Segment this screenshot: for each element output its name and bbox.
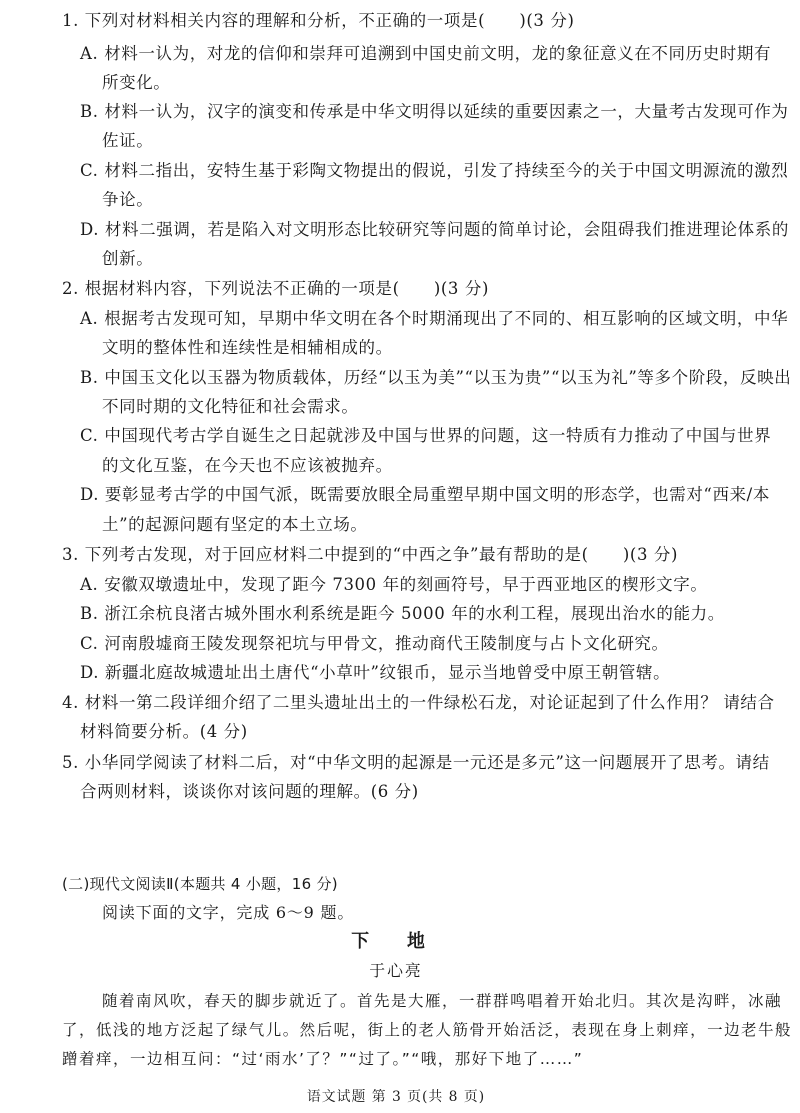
q3-option-c: C. 河南殷墟商王陵发现祭祀坑与甲骨文，推动商代王陵制度与占卜文化研究。 [80,634,669,653]
q2-stem: 2. 根据材料内容，下列说法不正确的一项是( )(3 分) [62,279,489,298]
q3-option-b: B. 浙江余杭良渚古城外围水利系统是距今 5000 年的水利工程，展现出治水的能力。 [80,604,725,623]
story-author: 于心亮 [369,961,423,980]
section-instruction: 阅读下面的文字，完成 6～9 题。 [102,903,355,922]
q1-option-a: A. 材料一认为，对龙的信仰和崇拜可追溯到中国史前文明，龙的象征意义在不同历史时期有 [80,44,772,63]
story-title: 下 地 [351,931,441,952]
q2-option-a: A. 根据考古发现可知，早期中华文明在各个时期涌现出了不同的、相互影响的区域文明，中华 [80,309,789,328]
q2-option-b: B. 中国玉文化以玉器为物质载体，历经“以玉为美”“以玉为贵”“以玉为礼”等多个阶段，反映出 [80,368,792,387]
section-heading: (二)现代文阅读Ⅱ(本题共 4 小题，16 分) [62,875,338,893]
q1-option-a-cont: 所变化。 [102,73,171,92]
q1-option-c-cont: 争论。 [102,190,154,209]
q5-stem: 5. 小华同学阅读了材料二后，对“中华文明的起源是一元还是多元”这一问题展开了思考。请结 [62,753,770,772]
q2-option-b-cont: 不同时期的文化特征和社会需求。 [102,397,359,416]
page-footer: 语文试题 第 3 页(共 8 页) [306,1089,486,1105]
q2-option-a-cont: 文明的整体性和连续性是相辅相成的。 [102,338,393,357]
q2-option-c-cont: 的文化互鉴，在今天也不应该被抛弃。 [102,456,393,475]
q2-option-c: C. 中国现代考古学自诞生之日起就涉及中国与世界的问题，这一特质有力推动了中国与世界 [80,426,772,445]
q2-option-d-cont: 土”的起源问题有坚定的本土立场。 [102,515,368,534]
q1-stem: 1. 下列对材料相关内容的理解和分析，不正确的一项是( )(3 分) [62,11,575,30]
q3-option-d: D. 新疆北庭故城遗址出土唐代“小草叶”纹银币，显示当地曾受中原王朝管辖。 [80,663,671,682]
q4-stem-cont: 材料简要分析。(4 分) [80,722,248,741]
q1-option-d: D. 材料二强调，若是陷入对文明形态比较研究等问题的简单讨论，会阻碍我们推进理论体系的 [80,220,789,239]
prose-line-3: 蹭着痒，一边相互问：“过‘雨水’了？”“过了。”“哦，那好下地了……” [62,1050,584,1068]
q4-stem: 4. 材料一第二段详细介绍了二里头遗址出土的一件绿松石龙，对论证起到了什么作用？ 请结合 [62,693,775,712]
q1-option-d-cont: 创新。 [102,249,154,268]
q1-option-b-cont: 佐证。 [102,131,154,150]
prose-line-2: 了，低浅的地方泛起了绿气儿。然后呢，街上的老人筋骨开始活泛，表现在身上刺痒，一边老牛般 [62,1021,792,1039]
q3-option-a: A. 安徽双墩遗址中，发现了距今 7300 年的刻画符号，早于西亚地区的楔形文字。 [80,575,708,594]
q1-option-b: B. 材料一认为，汉字的演变和传承是中华文明得以延续的重要因素之一，大量考古发现可作为 [80,102,789,121]
prose-line-1: 随着南风吹，春天的脚步就近了。首先是大雁，一群群鸣唱着开始北归。其次是沟畔，冰融 [102,992,783,1010]
q3-stem: 3. 下列考古发现，对于回应材料二中提到的“中西之争”最有帮助的是( )(3 分) [62,545,679,564]
q5-stem-cont: 合两则材料，谈谈你对该问题的理解。(6 分) [80,782,419,801]
q1-option-c: C. 材料二指出，安特生基于彩陶文物提出的假说，引发了持续至今的关于中国文明源流的激烈 [80,161,789,180]
q2-option-d: D. 要彰显考古学的中国气派，既需要放眼全局重塑早期中国文明的形态学，也需对“西来/本 [80,485,770,504]
